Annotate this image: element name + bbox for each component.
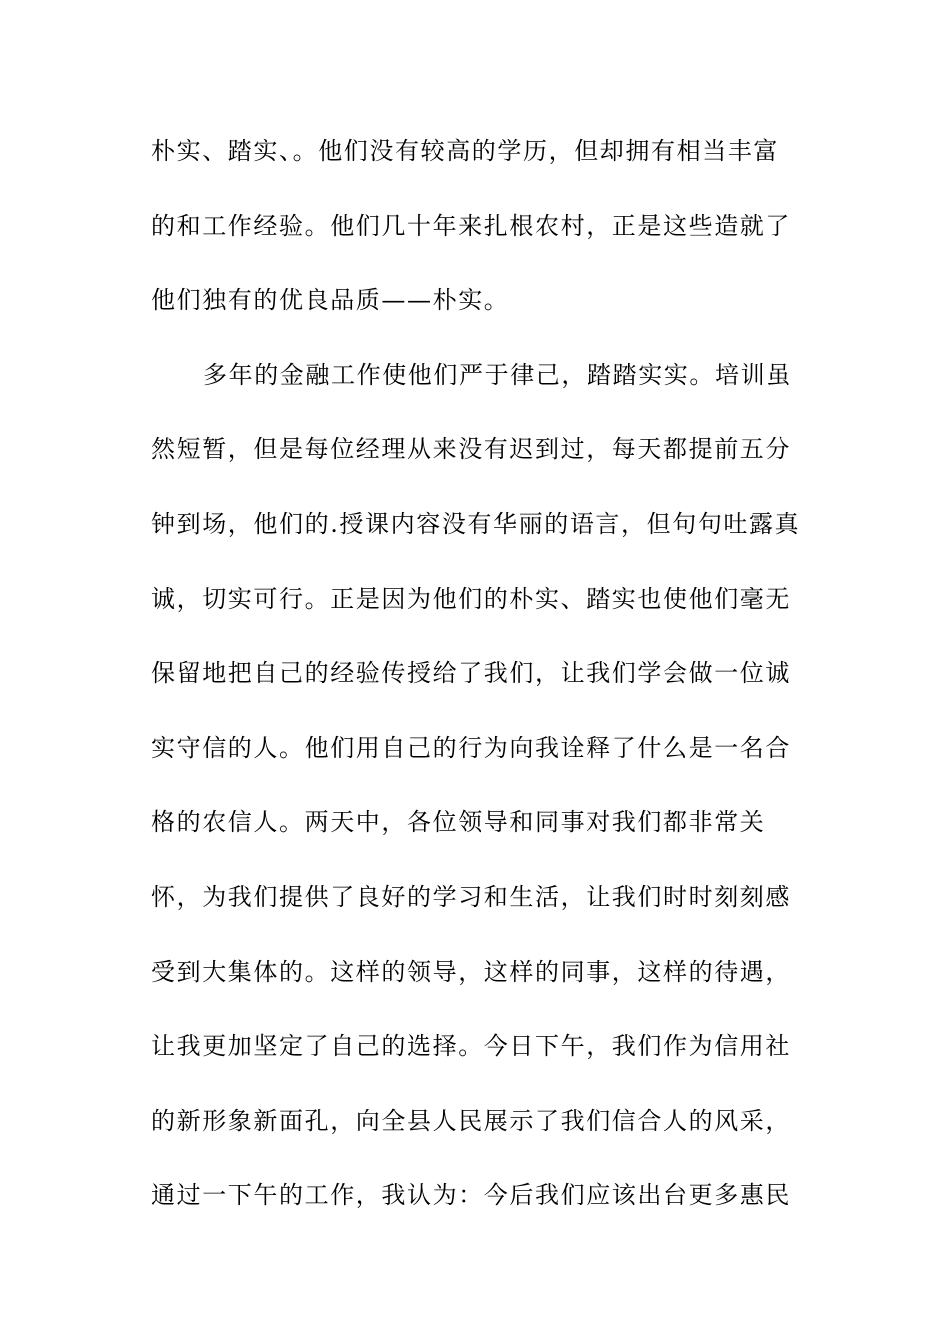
text-line-2: 的和工作经验。他们几十年来扎根农村，正是这些造就了 bbox=[151, 211, 791, 240]
body-text bbox=[151, 127, 811, 1246]
text-line-13: 让我更加坚定了自己的选择。今日下午，我们作为信用社 bbox=[151, 1032, 791, 1061]
text-line-15: 通过一下午的工作，我认为：今后我们应该出台更多惠民 bbox=[151, 1181, 791, 1210]
text-line-14: 的新形象新面孔，向全县人民展示了我们信合人的风采， bbox=[151, 1106, 791, 1135]
text-line-5: 然短暂，但是每位经理从来没有迟到过，每天都提前五分 bbox=[151, 435, 791, 464]
text-line-3: 他们独有的优良品质——朴实。 bbox=[151, 286, 510, 315]
text-line-4: 多年的金融工作使他们严于律己，踏踏实实。培训虽 bbox=[203, 360, 792, 389]
text-line-8: 保留地把自己的经验传授给了我们，让我们学会做一位诚 bbox=[151, 659, 791, 688]
text-line-12: 受到大集体的。这样的领导，这样的同事，这样的待遇， bbox=[151, 957, 791, 986]
text-line-11: 怀，为我们提供了良好的学习和生活，让我们时时刻刻感 bbox=[151, 882, 791, 911]
text-line-10: 格的农信人。两天中，各位领导和同事对我们都非常关 bbox=[151, 808, 766, 837]
text-line-9: 实守信的人。他们用自己的行为向我诠释了什么是一名合 bbox=[151, 733, 791, 762]
text-line-1: 朴实、踏实、。他们没有较高的学历，但却拥有相当丰富 bbox=[151, 137, 779, 165]
text-line-7: 诚，切实可行。正是因为他们的朴实、踏实也使他们毫无 bbox=[151, 584, 791, 613]
text-line-6: 钟到场，他们的.授课内容没有华丽的语言，但句句吐露真 bbox=[151, 509, 801, 538]
